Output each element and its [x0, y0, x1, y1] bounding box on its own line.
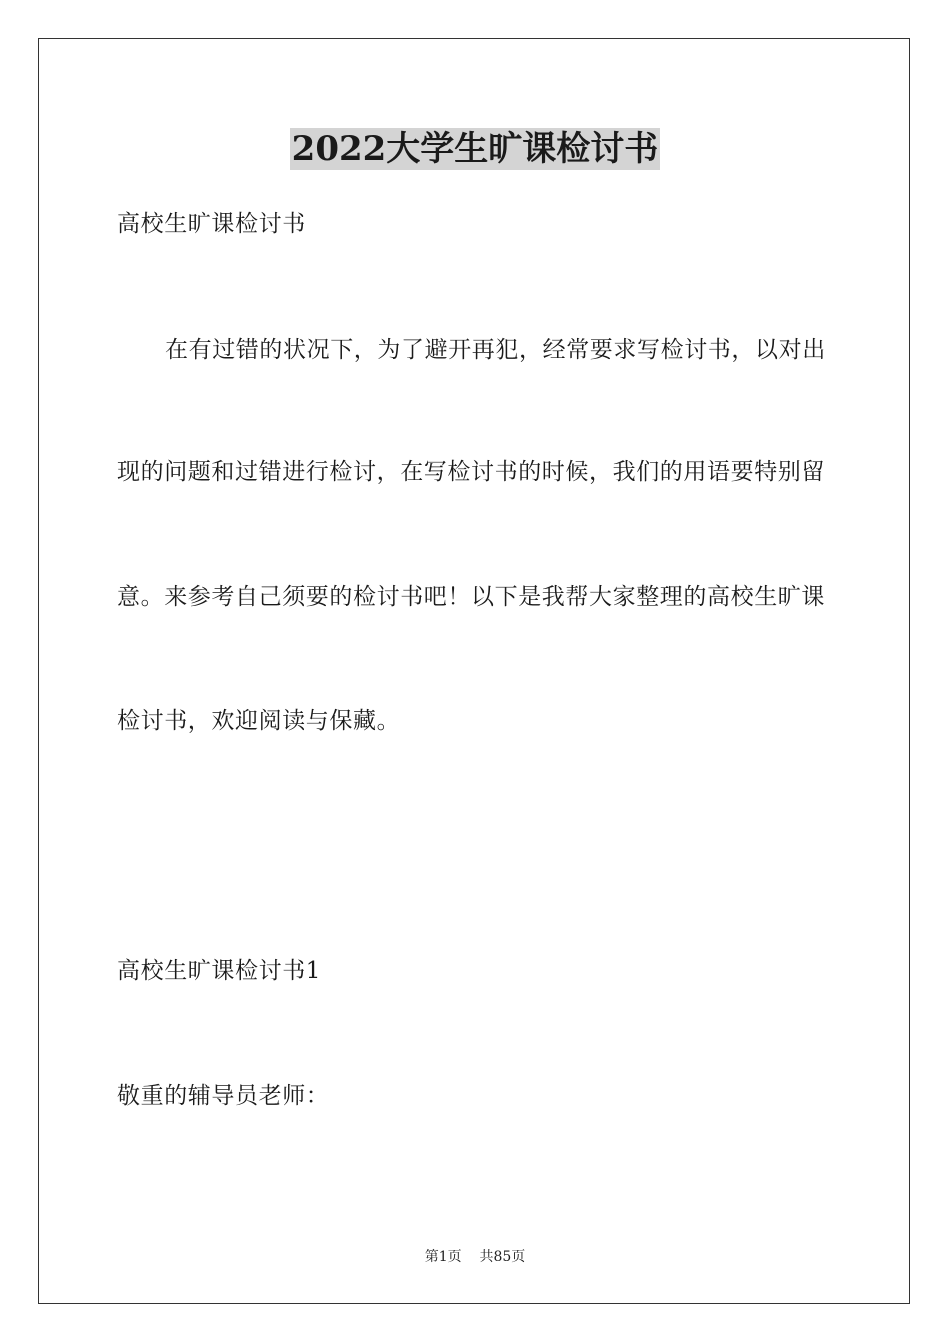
intro-paragraph-line: 检讨书，欢迎阅读与保藏。	[117, 708, 401, 734]
salutation: 敬重的辅导员老师：	[117, 1083, 330, 1109]
page-footer	[0, 1248, 950, 1266]
footer-gap	[462, 1249, 480, 1265]
intro-paragraph-line: 意。来参考自己须要的检讨书吧！以下是我帮大家整理的高校生旷课	[117, 584, 825, 610]
intro-paragraph-line: 现的问题和过错进行检讨，在写检讨书的时候，我们的用语要特别留	[117, 459, 825, 485]
title-container	[0, 128, 950, 170]
intro-paragraph-line: 在有过错的状况下，为了避开再犯，经常要求写检讨书，以对出	[165, 337, 826, 363]
page-number: 第1页	[424, 1249, 462, 1265]
page-total: 共85页	[479, 1249, 526, 1265]
section-heading: 高校生旷课检讨书1	[117, 958, 322, 984]
document-subtitle: 高校生旷课检讨书	[117, 211, 306, 237]
document-title: 2022大学生旷课检讨书	[291, 129, 659, 169]
